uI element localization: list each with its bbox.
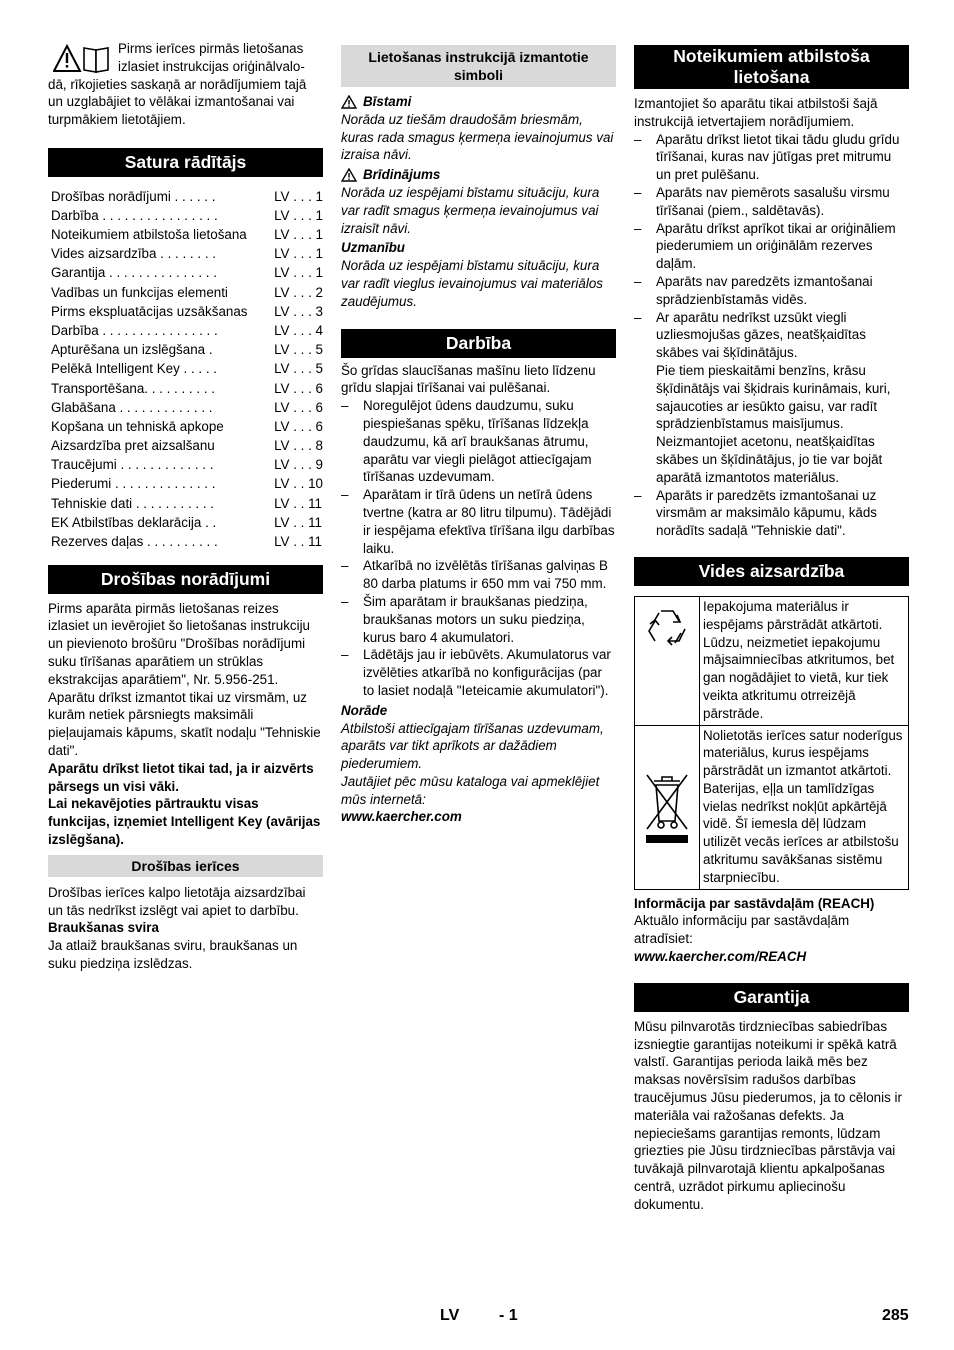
danger-title: Bīstami (363, 94, 412, 109)
toc-page: LV . . . 1 (274, 207, 323, 223)
toc-label: Piederumi . . . . . . . . . . . . . . (51, 476, 216, 492)
intended-use-heading: Noteikumiem atbilstoša lietošana (634, 45, 909, 89)
bin-icon-cell (635, 725, 700, 889)
toc-label: Apturēšana un izslēgšana . (51, 342, 213, 358)
safety-devices-text: Drošības ierīces kalpo lietotāja aizsardzībai un tās nedrīkst izslēgt vai apiet to darbību. (48, 884, 306, 918)
symbols-heading: Lietošanas instrukcijā izmantotie simboli (341, 45, 616, 87)
toc-label: Vadības un funkcijas elementi (51, 284, 228, 300)
bin-text: Nolietotās ierīces satur noderīgus materiālus, kurus iespējams pārstrādāt un izmantot atkārtoti. Baterijas, eļļa un tamlīdzīgas vielas nedrīkst nokļūt apkārtējā vidē. Šī iemesla dēļ lūdzam utilizēt vecās ierīces ar atbilstošu atkritumu savākšanas sistēmu starpniecību. (700, 725, 909, 889)
toc-row[interactable] (48, 417, 323, 436)
list-item: – Aparāts nav piemērots sasalušu virsmu tīrīšanai (piem., saldētavās). (634, 184, 909, 220)
danger-warning-icon (341, 95, 357, 109)
toc-row[interactable] (48, 379, 323, 398)
toc-label: Tehniskie dati . . . . . . . . . . . (51, 495, 214, 511)
toc-row[interactable] (48, 436, 323, 455)
operation-list (341, 397, 616, 700)
reach-text: Aktuālo informāciju par sastāvdaļām atradīsiet: (634, 913, 850, 947)
toc-label: Vides aizsardzība . . . . . . . . (51, 246, 216, 262)
intro-block (48, 40, 323, 129)
intended-use-continuation: Pie tiem pieskaitāmi benzīns, krāsu šķīdinātājs vai šķidrais kurināmais, kuri, sajaucoties ar iesūkto gaisu, var radīt sprādzienbīstamus maisījumus. Neizmantojiet acetonu, neatšķaidītas skābes un šķīdinātājus, jo tie var bojāt aparātā izmantotos materiālus. (656, 362, 891, 485)
warranty-heading: Garantija (634, 983, 909, 1012)
toc-label: Pirms ekspluatācijas uzsākšanas (51, 303, 248, 319)
warning-text: Norāda uz iespējami bīstamu situāciju, kura var radīt smagus ķermeņa ievainojumus vai izraisīt nāvi. (341, 184, 600, 236)
warning-title: Brīdinājums (363, 167, 441, 183)
drive-lever-text: Ja atlaiž braukšanas sviru, braukšanas un suku piedziņa izslēdzas. (48, 938, 298, 971)
recycle-icon (641, 603, 693, 655)
toc-heading: Satura rādītājs (48, 148, 323, 177)
toc-row[interactable] (48, 360, 323, 379)
toc-row[interactable] (48, 206, 323, 225)
reach-title: Informācija par sastāvdaļām (REACH) (634, 895, 875, 911)
intro-line1: Pirms ierīces pirmās lietošanas (118, 41, 304, 56)
safety-heading: Drošības norādījumi (48, 565, 323, 594)
reach-link[interactable]: www.kaercher.com/REACH (634, 949, 807, 965)
toc-page: LV . . 10 (274, 476, 323, 492)
toc-page: LV . . . 1 (274, 265, 323, 281)
list-item: – Ar aparātu nedrīkst uzsūkt viegli uzliesmojušas gāzes, neatšķaidītas skābes vai šķīdinātājus. (634, 309, 909, 362)
list-item: – Atkarībā no izvēlētās tīrīšanas galviņas B 80 darba platums ir 650 mm vai 750 mm. (341, 557, 616, 593)
toc-page: LV . . . 6 (274, 399, 323, 415)
toc-page: LV . . 11 (274, 495, 322, 511)
safety-paragraph: Pirms aparāta pirmās lietošanas reizes izlasiet un ievērojiet šo lietošanas instrukciju un pievienoto brošūru "Drošības norādījumi suku tīrīšanas aparātiem un strūklas ekstrakcijas aparātiem", Nr. 5.956-251. Aparātu drīkst izmantot tikai uz virsmām, uz kurām netiek pārsniegts maksimāli pieļaujamais kāpums, skatīt nodaļu "Tehniskie dati". (48, 600, 321, 758)
list-item: – Aparātu drīkst aprīkot tikai ar oriģināliem piederumiem un oriģinālām rezerves daļām. (634, 220, 909, 273)
operation-heading: Darbība (341, 329, 616, 358)
column-middle (341, 45, 616, 826)
toc-page: LV . . 11 (274, 534, 322, 550)
column-left (48, 40, 323, 973)
footer-lang: LV (440, 1307, 460, 1324)
environment-heading: Vides aizsardzība (634, 557, 909, 586)
toc-row[interactable] (48, 283, 323, 302)
intended-use-last-item: – Aparāts ir paredzēts izmantošanai uz virsmām ar maksimālo kāpumu, kāds norādīts sadaļā "Tehniskie dati". (634, 487, 909, 540)
operation-intro: Šo grīdas slaucīšanas mašīnu lieto līdzenu grīdu slapjai tīrīšanai vai pulēšanai. (341, 362, 596, 396)
toc-page: LV . . 11 (274, 514, 322, 530)
safety-cover-note: Aparātu drīkst lietot tikai tad, ja ir aizvērts pārsegs un visi vāki. (48, 760, 314, 794)
toc-label: Darbība . . . . . . . . . . . . . . . . (51, 322, 218, 338)
note-text-2: Jautājiet pēc mūsu kataloga vai apmeklējiet mūs internetā: (341, 773, 600, 807)
toc-table (48, 187, 323, 552)
manual-book-icon (84, 48, 108, 72)
toc-page: LV . . . 1 (274, 188, 323, 204)
toc-row[interactable] (48, 494, 323, 513)
toc-label: Garantija . . . . . . . . . . . . . . . (51, 265, 217, 281)
toc-row[interactable] (48, 264, 323, 283)
toc-page: LV . . . 6 (274, 418, 323, 434)
drive-lever-title: Braukšanas svira (48, 920, 159, 936)
environment-table (634, 596, 909, 890)
danger-text: Norāda uz tiešām draudošām briesmām, kuras rada smagus ķermeņa ievainojumus vai izraisa nāvi. (341, 111, 614, 163)
intro-icons (53, 44, 111, 74)
caution-title: Uzmanību (341, 240, 405, 256)
toc-label: Rezerves daļas . . . . . . . . . . (51, 534, 218, 550)
toc-page: LV . . . 1 (274, 227, 323, 243)
footer-page-number: 285 (882, 1307, 909, 1324)
toc-row[interactable] (48, 340, 323, 359)
toc-page: LV . . . 4 (274, 322, 323, 338)
recycle-icon-cell (635, 596, 700, 725)
warranty-text: Mūsu pilnvarotās tirdzniecības sabiedrības izsniegtie garantijas noteikumi ir spēkā katrā valstī. Garantijas perioda laikā mēs bez maksas novērsīsim radušos darbības traucējumus Jūsu piederumos, ja to cēlonis ir materiāla vai ražošanas defekts. Ja nepieciešams garantijas remonts, lūdzam griezties pie Jūsu tirdzniecības pārstāvja vai tuvākajā pilnvarotajā klientu apkalpošanas centrā, uzrādot pirkumu apliecinošu dokumentu. (634, 1018, 902, 1212)
list-item: – Aparātam ir tīrā ūdens un netīrā ūdens tvertne (katra ar 80 litru tilpumu). Tādējādi ir iespējama efektīva tīrīšana ilgu darbības laiku. (341, 486, 616, 557)
note-text: Atbilstoši attiecīgajam tīrīšanas uzdevumam, aparāts var tikt aprīkots ar dažādiem piederumiem. (341, 720, 604, 772)
toc-row[interactable] (48, 302, 323, 321)
toc-page: LV . . . 6 (274, 380, 323, 396)
list-item: – Noregulējot ūdens daudzumu, suku piespiešanas spēku, tīrīšanas līdzekļa daudzumu, kā arī braukšanas ātrumu, aparātu var viegli pielāgot attiecīgajam tīrīšanas uzdevumam. (341, 397, 616, 486)
toc-label: Glabāšana . . . . . . . . . . . . . (51, 399, 213, 415)
toc-label: Traucējumi . . . . . . . . . . . . . (51, 457, 214, 473)
safety-emergency-note: Lai nekavējoties pārtrauktu visas funkcijas, izņemiet Intelligent Key (avārijas izslēgšana). (48, 796, 321, 847)
toc-row[interactable] (48, 225, 323, 244)
toc-label: Darbība . . . . . . . . . . . . . . . . (51, 207, 218, 223)
list-item: – Lādētājs jau ir iebūvēts. Akumulatorus var izvēlēties atkarībā no konfigurācijas (par to lasiet nodaļā "Ieteicamie akumulatori"). (341, 646, 616, 699)
toc-page: LV . . . 9 (274, 457, 323, 473)
toc-page: LV . . . 5 (274, 361, 323, 377)
toc-label: Aizsardzība pret aizsalšanu (51, 438, 215, 454)
toc-label: Noteikumiem atbilstoša lietošana (51, 227, 247, 243)
safety-devices-heading: Drošības ierīces (48, 855, 323, 877)
toc-row[interactable] (48, 187, 323, 206)
toc-page: LV . . . 1 (274, 246, 323, 262)
toc-label: Kopšana un tehniskā apkope (51, 418, 224, 434)
kaercher-link[interactable]: www.kaercher.com (341, 809, 462, 825)
toc-label: EK Atbilstības deklarācija . . (51, 514, 217, 530)
toc-page: LV . . . 3 (274, 303, 323, 319)
toc-page: LV . . . 5 (274, 342, 323, 358)
toc-row[interactable] (48, 513, 323, 532)
toc-label: Drošības norādījumi . . . . . . (51, 188, 216, 204)
toc-label: Transportēšana. . . . . . . . . . (51, 380, 215, 396)
toc-row[interactable] (48, 456, 323, 475)
list-item: – Šim aparātam ir braukšanas piedziņa, braukšanas motors un suku piedziņa, kurus baro 4 akumulatori. (341, 593, 616, 646)
toc-row[interactable] (48, 532, 323, 551)
toc-page: LV . . . 2 (274, 284, 323, 300)
note-title: Norāde (341, 702, 388, 718)
toc-page: LV . . . 8 (274, 438, 323, 454)
warning-icon (341, 168, 357, 182)
recycle-text: Iepakojuma materiālus ir iespējams pārstrādāt atkārtoti. Lūdzu, neizmetiet iepakojumu mājsaimniecības atkritumos, bet gan nogādājiet to vietā, kur tiek veikta atkritumu otrreizējā pārstrāde. (700, 596, 909, 725)
crossed-bin-icon (642, 767, 692, 847)
caution-text: Norāda uz iespējami bīstamu situāciju, kura var radīt vieglus ievainojumus vai materiālos zaudējumus. (341, 258, 603, 309)
toc-row[interactable] (48, 321, 323, 340)
intended-use-intro: Izmantojiet šo aparātu tikai atbilstoši šajā instrukcijā ietvertajiem norādījumiem. (634, 96, 878, 129)
warning-triangle-icon (54, 46, 80, 71)
intro-text: dā, rīkojieties saskaņā ar norādījumiem tajā un uzglabājiet to vēlākai izmantošanai vai turpmākiem lietotājiem. (48, 76, 307, 128)
intended-use-list (634, 131, 909, 362)
toc-label: Pelēkā Intelligent Key . . . . . (51, 361, 217, 377)
column-right (634, 45, 909, 1214)
list-item: – Aparātu drīkst lietot tikai tādu gludu grīdu tīrīšanai, kuras nav jūtīgas pret mitrumu un pret pulēšanu. (634, 131, 909, 184)
footer-section: - 1 (499, 1307, 518, 1324)
toc-row[interactable] (48, 398, 323, 417)
toc-row[interactable] (48, 475, 323, 494)
intro-line2: izlasiet instrukcijas oriģinālvalo- (118, 58, 305, 74)
toc-row[interactable] (48, 245, 323, 264)
list-item: – Aparāts nav paredzēts izmantošanai sprādzienbīstamās vidēs. (634, 273, 909, 309)
